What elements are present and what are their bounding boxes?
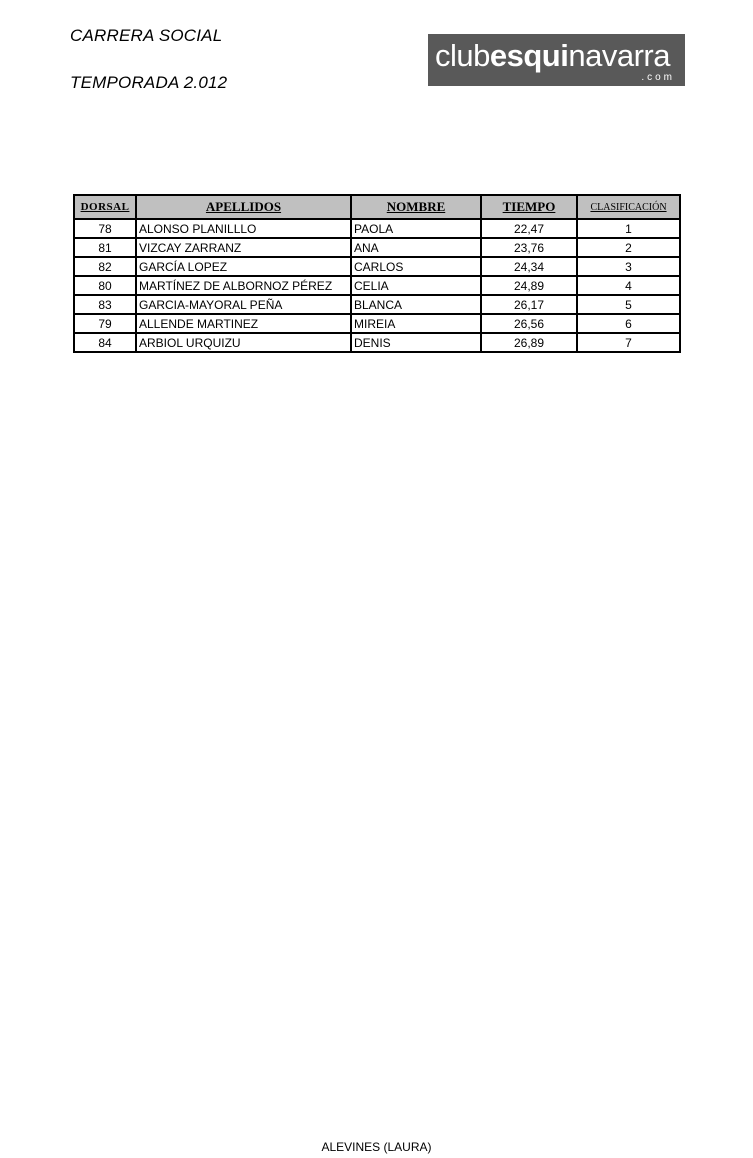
cell-apellidos: MARTÍNEZ DE ALBORNOZ PÉREZ bbox=[136, 276, 351, 295]
cell-nombre: BLANCA bbox=[351, 295, 481, 314]
table-row bbox=[74, 219, 680, 238]
cell-tiempo: 26,17 bbox=[481, 295, 577, 314]
category-footer: ALEVINES (LAURA) bbox=[321, 1140, 432, 1154]
cell-dorsal: 84 bbox=[74, 333, 136, 352]
cell-tiempo: 26,89 bbox=[481, 333, 577, 352]
logo-suffix: .com bbox=[641, 72, 675, 83]
table-row bbox=[74, 314, 680, 333]
cell-tiempo: 23,76 bbox=[481, 238, 577, 257]
cell-clasificacion: 3 bbox=[577, 257, 680, 276]
event-title: CARRERA SOCIAL bbox=[70, 26, 223, 45]
cell-tiempo: 24,89 bbox=[481, 276, 577, 295]
results-table bbox=[73, 194, 681, 353]
logo-part-club: club bbox=[435, 38, 490, 73]
cell-apellidos: ALONSO PLANILLLO bbox=[136, 219, 351, 238]
column-header-dorsal: DORSAL bbox=[74, 195, 136, 219]
logo-part-esqui: esqui bbox=[489, 38, 569, 73]
cell-apellidos: VIZCAY ZARRANZ bbox=[136, 238, 351, 257]
cell-dorsal: 83 bbox=[74, 295, 136, 314]
cell-nombre: CELIA bbox=[351, 276, 481, 295]
table-row bbox=[74, 276, 680, 295]
cell-apellidos: GARCÍA LOPEZ bbox=[136, 257, 351, 276]
cell-dorsal: 78 bbox=[74, 219, 136, 238]
column-header-apellidos: APELLIDOS bbox=[136, 195, 351, 219]
logo-part-navarra: navarra bbox=[568, 38, 670, 73]
column-header-tiempo: TIEMPO bbox=[481, 195, 577, 219]
table-row bbox=[74, 257, 680, 276]
cell-apellidos: ALLENDE MARTINEZ bbox=[136, 314, 351, 333]
table-row bbox=[74, 333, 680, 352]
cell-nombre: DENIS bbox=[351, 333, 481, 352]
column-header-nombre: NOMBRE bbox=[351, 195, 481, 219]
cell-tiempo: 26,56 bbox=[481, 314, 577, 333]
cell-apellidos: GARCIA-MAYORAL PEÑA bbox=[136, 295, 351, 314]
club-logo bbox=[428, 34, 685, 86]
cell-clasificacion: 6 bbox=[577, 314, 680, 333]
cell-clasificacion: 4 bbox=[577, 276, 680, 295]
cell-tiempo: 24,34 bbox=[481, 257, 577, 276]
cell-clasificacion: 1 bbox=[577, 219, 680, 238]
cell-apellidos: ARBIOL URQUIZU bbox=[136, 333, 351, 352]
cell-tiempo: 22,47 bbox=[481, 219, 577, 238]
cell-clasificacion: 5 bbox=[577, 295, 680, 314]
column-header-clasificacion: CLASIFICACIÓN bbox=[577, 195, 680, 219]
table-row bbox=[74, 238, 680, 257]
table-row bbox=[74, 295, 680, 314]
cell-nombre: CARLOS bbox=[351, 257, 481, 276]
season-title: TEMPORADA 2.012 bbox=[70, 73, 228, 92]
cell-dorsal: 81 bbox=[74, 238, 136, 257]
cell-nombre: PAOLA bbox=[351, 219, 481, 238]
cell-clasificacion: 7 bbox=[577, 333, 680, 352]
cell-clasificacion: 2 bbox=[577, 238, 680, 257]
table-header-row bbox=[74, 195, 680, 219]
cell-nombre: MIREIA bbox=[351, 314, 481, 333]
cell-nombre: ANA bbox=[351, 238, 481, 257]
cell-dorsal: 79 bbox=[74, 314, 136, 333]
cell-dorsal: 80 bbox=[74, 276, 136, 295]
cell-dorsal: 82 bbox=[74, 257, 136, 276]
logo-wordmark bbox=[435, 36, 670, 76]
